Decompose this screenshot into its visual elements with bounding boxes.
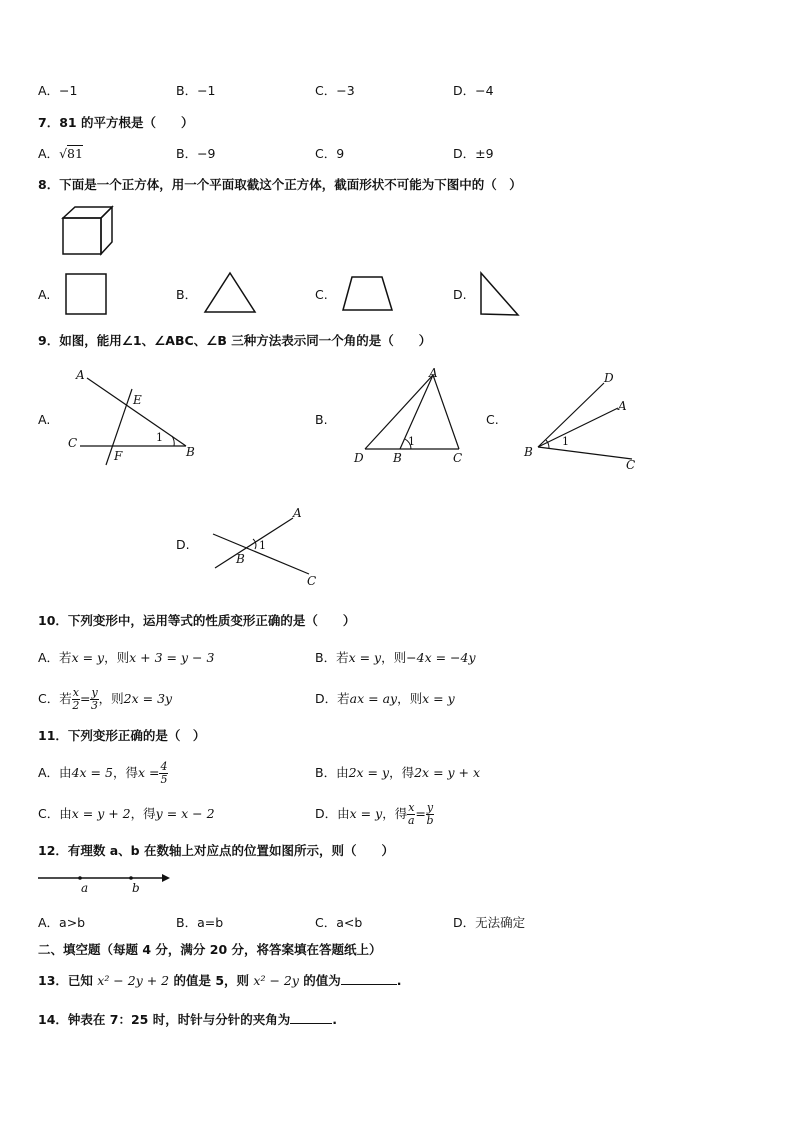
q9-stem: 9．如图，能用∠1、∠ABC、∠B 三种方法表示同一个角的是（ ） [38, 333, 432, 348]
label-B: B [186, 445, 195, 459]
q11-option-c: C．由x = y + 2，得y = x − 2 [38, 806, 215, 821]
label-A: A [618, 399, 627, 413]
q12-option-a: A．a>b [38, 915, 86, 930]
trapezoid-shape [340, 274, 396, 314]
q7-option-a: A．√81 [38, 146, 83, 161]
q14-answer-blank[interactable] [290, 1023, 332, 1024]
section-heading: 二、填空题（每题 4 分，满分 20 分，将答案填在答题纸上） [38, 942, 382, 957]
label-A: A [429, 366, 438, 380]
angle-1-label: 1 [408, 435, 415, 448]
q7-option-c: C．9 [315, 146, 345, 161]
angle-1-label: 1 [156, 431, 163, 444]
q13-stem: 13．已知 x² − 2y + 2 的值是 5，则 x² − 2y 的值为 . [38, 973, 402, 988]
label-F: F [114, 449, 123, 463]
label-A: A [76, 368, 85, 382]
q6-option-c: C．−3 [315, 83, 355, 98]
q10-option-b: B．若x = y，则−4x = −4y [315, 650, 476, 665]
label-E: E [133, 393, 142, 407]
q9-figure-d [205, 502, 325, 592]
label-D: D [604, 371, 614, 385]
q11-stem: 11．下列变形正确的是（ ） [38, 728, 206, 743]
label-C: C [453, 451, 463, 465]
q9-option-d: D. [176, 537, 190, 552]
label-C: C [626, 458, 636, 472]
q8-option-d: D. [453, 287, 467, 302]
q8-option-b: B． [176, 287, 198, 302]
q6-option-d: D．−4 [453, 83, 494, 98]
q10-option-c: C．若 $\frac{x}{2}$ = $\frac{y}{3}$ ，则2x = 3y [38, 686, 173, 712]
q10-option-a: A．若x = y，则x + 3 = y − 3 [38, 650, 215, 665]
point-b-label: b [132, 881, 140, 895]
q9-option-b: B. [315, 412, 328, 427]
angle-1-label: 1 [259, 539, 266, 552]
label-C: C [68, 436, 78, 450]
q8-option-c: C. [315, 287, 328, 302]
q11-option-d: D．由x = y，得 $\frac{x}{a}$ = $\frac{y}{b}$ [315, 801, 434, 827]
q9-figure-a [60, 365, 210, 470]
label-D: D [354, 451, 364, 465]
q12-option-c: C．a<b [315, 915, 363, 930]
q12-option-b: B．a=b [176, 915, 224, 930]
q11-option-b: B．由2x = y，得2x = y + x [315, 765, 481, 780]
q7-option-d: D．±9 [453, 146, 494, 161]
right-triangle-shape [478, 270, 524, 320]
q9-figure-c [520, 367, 650, 472]
q13-answer-blank[interactable] [341, 984, 397, 985]
q7-option-b: B．−9 [176, 146, 216, 161]
q10-option-d: D．若ax = ay，则x = y [315, 691, 455, 706]
q10-stem: 10．下列变形中，运用等式的性质变形正确的是（ ） [38, 613, 356, 628]
number-line [36, 868, 176, 898]
square-shape [64, 272, 110, 318]
q8-stem: 8．下面是一个正方体，用一个平面取截这个正方体，截面形状不可能为下图中的（ ） [38, 177, 522, 192]
label-B: B [393, 451, 402, 465]
q9-figure-b [345, 363, 475, 468]
q9-option-c: C. [486, 412, 499, 427]
angle-1-label: 1 [562, 435, 569, 448]
point-a-label: a [81, 881, 89, 895]
q6-option-b: B．−1 [176, 83, 216, 98]
q12-option-d: D．无法确定 [453, 915, 526, 930]
q14-stem: 14．钟表在 7：25 时，时针与分针的夹角为 . [38, 1012, 337, 1027]
label-A: A [293, 506, 302, 520]
triangle-shape [202, 270, 258, 316]
q8-option-a: A. [38, 287, 51, 302]
q9-option-a: A. [38, 412, 51, 427]
q11-option-a: A．由4x = 5，得x = $\frac{4}{5}$ [38, 760, 168, 786]
label-B: B [236, 552, 245, 566]
cube-figure [60, 204, 116, 256]
q6-option-a: A．−1 [38, 83, 78, 98]
label-C: C [307, 574, 317, 588]
q7-stem: 7．81 的平方根是（ ） [38, 115, 194, 130]
label-B: B [524, 445, 533, 459]
q12-stem: 12．有理数 a、b 在数轴上对应点的位置如图所示，则（ ） [38, 843, 394, 858]
